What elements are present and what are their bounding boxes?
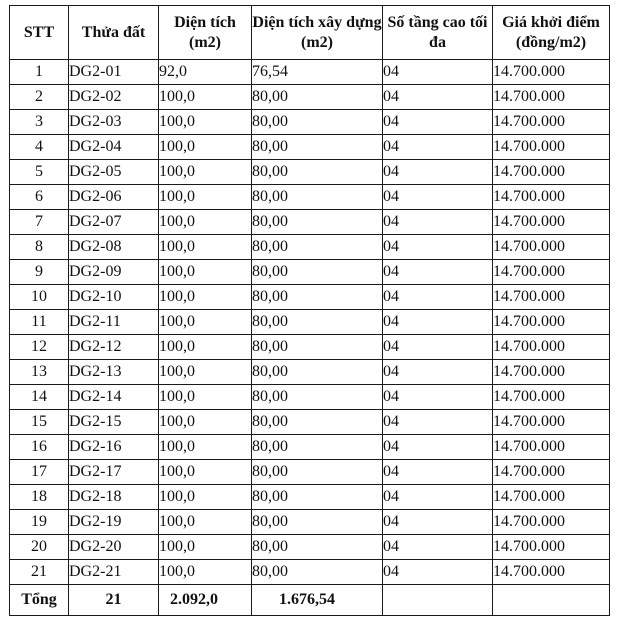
cell-price: 14.700.000 bbox=[493, 510, 610, 535]
cell-build-area: 80,00 bbox=[252, 85, 383, 110]
cell-stt: 18 bbox=[10, 485, 69, 510]
cell-price: 14.700.000 bbox=[493, 535, 610, 560]
total-build-area: 1.676,54 bbox=[252, 585, 383, 616]
cell-price: 14.700.000 bbox=[493, 260, 610, 285]
cell-build-area: 80,00 bbox=[252, 235, 383, 260]
table-row bbox=[10, 360, 610, 385]
cell-floors: 04 bbox=[383, 85, 493, 110]
cell-plot: DG2-08 bbox=[69, 235, 159, 260]
cell-plot: DG2-13 bbox=[69, 360, 159, 385]
land-plot-table bbox=[9, 5, 610, 616]
cell-stt: 6 bbox=[10, 185, 69, 210]
cell-stt: 14 bbox=[10, 385, 69, 410]
cell-build-area: 80,00 bbox=[252, 185, 383, 210]
cell-area: 100,0 bbox=[159, 185, 252, 210]
cell-price: 14.700.000 bbox=[493, 360, 610, 385]
cell-stt: 11 bbox=[10, 310, 69, 335]
cell-area: 100,0 bbox=[159, 310, 252, 335]
cell-stt: 13 bbox=[10, 360, 69, 385]
cell-area: 100,0 bbox=[159, 360, 252, 385]
cell-area: 100,0 bbox=[159, 460, 252, 485]
cell-stt: 3 bbox=[10, 110, 69, 135]
total-floors-empty bbox=[383, 585, 493, 616]
cell-build-area: 80,00 bbox=[252, 510, 383, 535]
cell-build-area: 76,54 bbox=[252, 60, 383, 85]
cell-build-area: 80,00 bbox=[252, 410, 383, 435]
header-stt: STT bbox=[10, 6, 69, 60]
cell-build-area: 80,00 bbox=[252, 135, 383, 160]
cell-plot: DG2-07 bbox=[69, 210, 159, 235]
cell-stt: 19 bbox=[10, 510, 69, 535]
cell-floors: 04 bbox=[383, 535, 493, 560]
cell-stt: 1 bbox=[10, 60, 69, 85]
cell-price: 14.700.000 bbox=[493, 435, 610, 460]
cell-area: 100,0 bbox=[159, 160, 252, 185]
table-row bbox=[10, 210, 610, 235]
cell-build-area: 80,00 bbox=[252, 260, 383, 285]
table-row bbox=[10, 285, 610, 310]
cell-build-area: 80,00 bbox=[252, 435, 383, 460]
cell-area: 100,0 bbox=[159, 110, 252, 135]
header-plot: Thửa đất bbox=[69, 6, 159, 60]
total-count: 21 bbox=[69, 585, 159, 616]
table-body bbox=[10, 60, 610, 585]
cell-floors: 04 bbox=[383, 310, 493, 335]
cell-price: 14.700.000 bbox=[493, 160, 610, 185]
cell-stt: 15 bbox=[10, 410, 69, 435]
table-row bbox=[10, 560, 610, 585]
cell-area: 100,0 bbox=[159, 285, 252, 310]
header-build-area: Diện tích xây dựng (m2) bbox=[252, 6, 383, 60]
cell-floors: 04 bbox=[383, 285, 493, 310]
cell-plot: DG2-14 bbox=[69, 385, 159, 410]
cell-plot: DG2-20 bbox=[69, 535, 159, 560]
cell-floors: 04 bbox=[383, 110, 493, 135]
cell-area: 100,0 bbox=[159, 210, 252, 235]
cell-build-area: 80,00 bbox=[252, 385, 383, 410]
cell-stt: 17 bbox=[10, 460, 69, 485]
cell-price: 14.700.000 bbox=[493, 235, 610, 260]
cell-stt: 8 bbox=[10, 235, 69, 260]
cell-build-area: 80,00 bbox=[252, 460, 383, 485]
cell-price: 14.700.000 bbox=[493, 485, 610, 510]
cell-area: 100,0 bbox=[159, 385, 252, 410]
cell-build-area: 80,00 bbox=[252, 560, 383, 585]
cell-floors: 04 bbox=[383, 135, 493, 160]
cell-price: 14.700.000 bbox=[493, 110, 610, 135]
total-row bbox=[10, 585, 610, 616]
cell-floors: 04 bbox=[383, 335, 493, 360]
cell-area: 100,0 bbox=[159, 535, 252, 560]
cell-build-area: 80,00 bbox=[252, 535, 383, 560]
cell-build-area: 80,00 bbox=[252, 310, 383, 335]
table-row bbox=[10, 85, 610, 110]
cell-plot: DG2-16 bbox=[69, 435, 159, 460]
cell-price: 14.700.000 bbox=[493, 335, 610, 360]
cell-price: 14.700.000 bbox=[493, 135, 610, 160]
cell-area: 92,0 bbox=[159, 60, 252, 85]
cell-build-area: 80,00 bbox=[252, 485, 383, 510]
cell-stt: 4 bbox=[10, 135, 69, 160]
cell-price: 14.700.000 bbox=[493, 185, 610, 210]
cell-stt: 9 bbox=[10, 260, 69, 285]
cell-build-area: 80,00 bbox=[252, 210, 383, 235]
cell-plot: DG2-04 bbox=[69, 135, 159, 160]
cell-area: 100,0 bbox=[159, 335, 252, 360]
cell-floors: 04 bbox=[383, 510, 493, 535]
cell-area: 100,0 bbox=[159, 410, 252, 435]
cell-plot: DG2-03 bbox=[69, 110, 159, 135]
cell-price: 14.700.000 bbox=[493, 210, 610, 235]
total-price-empty bbox=[493, 585, 610, 616]
cell-stt: 12 bbox=[10, 335, 69, 360]
cell-stt: 5 bbox=[10, 160, 69, 185]
cell-stt: 21 bbox=[10, 560, 69, 585]
header-area: Diện tích (m2) bbox=[159, 6, 252, 60]
cell-price: 14.700.000 bbox=[493, 385, 610, 410]
table-row bbox=[10, 335, 610, 360]
table-row bbox=[10, 510, 610, 535]
cell-floors: 04 bbox=[383, 460, 493, 485]
table-row bbox=[10, 235, 610, 260]
table-row bbox=[10, 160, 610, 185]
cell-plot: DG2-06 bbox=[69, 185, 159, 210]
cell-floors: 04 bbox=[383, 560, 493, 585]
table-row bbox=[10, 460, 610, 485]
table-row bbox=[10, 435, 610, 460]
cell-price: 14.700.000 bbox=[493, 85, 610, 110]
cell-floors: 04 bbox=[383, 435, 493, 460]
cell-plot: DG2-18 bbox=[69, 485, 159, 510]
cell-build-area: 80,00 bbox=[252, 285, 383, 310]
table-row bbox=[10, 385, 610, 410]
cell-plot: DG2-19 bbox=[69, 510, 159, 535]
cell-area: 100,0 bbox=[159, 560, 252, 585]
cell-floors: 04 bbox=[383, 260, 493, 285]
cell-area: 100,0 bbox=[159, 85, 252, 110]
cell-plot: DG2-12 bbox=[69, 335, 159, 360]
table-row bbox=[10, 110, 610, 135]
cell-plot: DG2-17 bbox=[69, 460, 159, 485]
cell-floors: 04 bbox=[383, 410, 493, 435]
cell-area: 100,0 bbox=[159, 435, 252, 460]
header-price: Giá khởi điểm (đồng/m2) bbox=[493, 6, 610, 60]
cell-plot: DG2-10 bbox=[69, 285, 159, 310]
cell-plot: DG2-02 bbox=[69, 85, 159, 110]
cell-area: 100,0 bbox=[159, 510, 252, 535]
table-row bbox=[10, 485, 610, 510]
cell-price: 14.700.000 bbox=[493, 310, 610, 335]
cell-area: 100,0 bbox=[159, 485, 252, 510]
cell-price: 14.700.000 bbox=[493, 460, 610, 485]
cell-stt: 10 bbox=[10, 285, 69, 310]
table-footer bbox=[10, 585, 610, 616]
cell-build-area: 80,00 bbox=[252, 335, 383, 360]
cell-stt: 16 bbox=[10, 435, 69, 460]
table-row bbox=[10, 185, 610, 210]
cell-stt: 20 bbox=[10, 535, 69, 560]
cell-area: 100,0 bbox=[159, 235, 252, 260]
cell-plot: DG2-15 bbox=[69, 410, 159, 435]
table-row bbox=[10, 310, 610, 335]
cell-floors: 04 bbox=[383, 360, 493, 385]
cell-plot: DG2-01 bbox=[69, 60, 159, 85]
table-row bbox=[10, 260, 610, 285]
table-row bbox=[10, 60, 610, 85]
cell-floors: 04 bbox=[383, 60, 493, 85]
header-floors: Số tầng cao tối đa bbox=[383, 6, 493, 60]
table-row bbox=[10, 135, 610, 160]
cell-floors: 04 bbox=[383, 160, 493, 185]
table-header bbox=[10, 6, 610, 60]
cell-area: 100,0 bbox=[159, 135, 252, 160]
cell-price: 14.700.000 bbox=[493, 560, 610, 585]
cell-floors: 04 bbox=[383, 185, 493, 210]
cell-plot: DG2-21 bbox=[69, 560, 159, 585]
cell-floors: 04 bbox=[383, 235, 493, 260]
cell-build-area: 80,00 bbox=[252, 360, 383, 385]
cell-area: 100,0 bbox=[159, 260, 252, 285]
cell-stt: 7 bbox=[10, 210, 69, 235]
header-row bbox=[10, 6, 610, 60]
table-row bbox=[10, 535, 610, 560]
cell-plot: DG2-11 bbox=[69, 310, 159, 335]
cell-build-area: 80,00 bbox=[252, 110, 383, 135]
cell-price: 14.700.000 bbox=[493, 60, 610, 85]
cell-price: 14.700.000 bbox=[493, 285, 610, 310]
cell-price: 14.700.000 bbox=[493, 410, 610, 435]
table-row bbox=[10, 410, 610, 435]
cell-floors: 04 bbox=[383, 385, 493, 410]
cell-floors: 04 bbox=[383, 210, 493, 235]
cell-plot: DG2-09 bbox=[69, 260, 159, 285]
total-label: Tổng bbox=[10, 585, 69, 616]
cell-build-area: 80,00 bbox=[252, 160, 383, 185]
cell-floors: 04 bbox=[383, 485, 493, 510]
total-area: 2.092,0 bbox=[159, 585, 252, 616]
cell-plot: DG2-05 bbox=[69, 160, 159, 185]
cell-stt: 2 bbox=[10, 85, 69, 110]
